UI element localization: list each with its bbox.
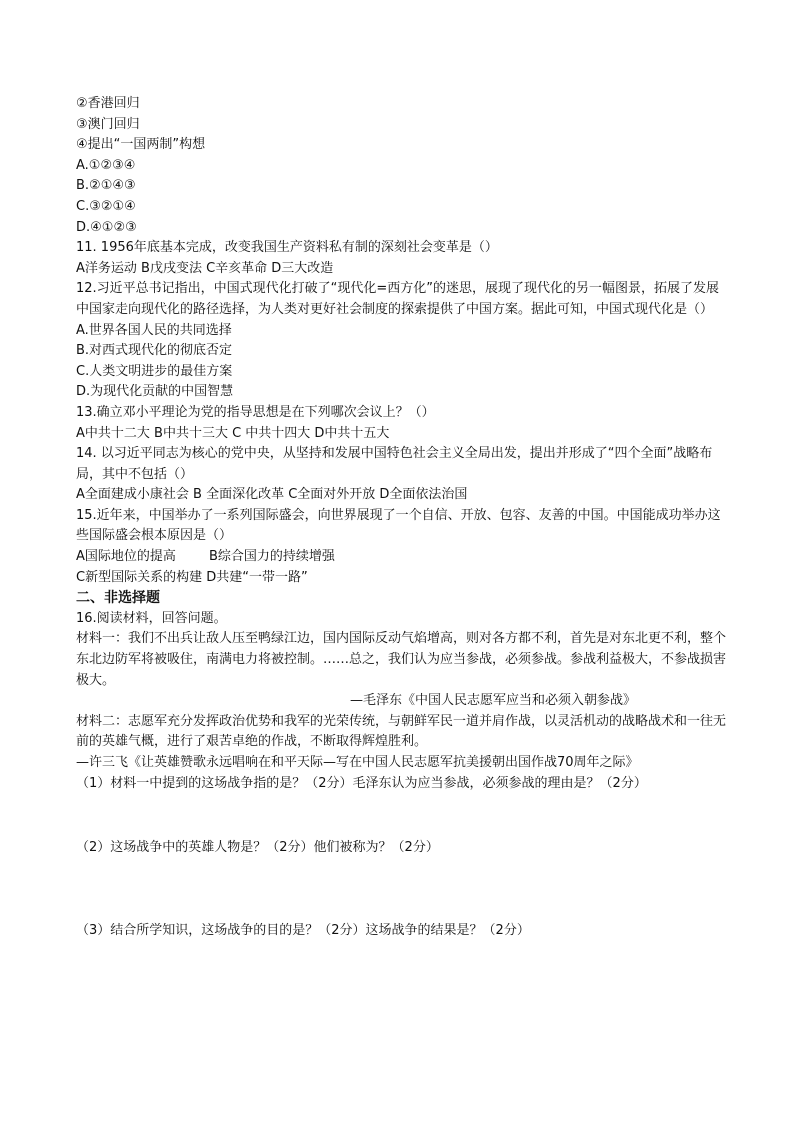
q16-material-2-source: —许三飞《让英雄赞歌永远唱响在和平天际—写在中国人民志愿军抗美援朝出国作战70周年之际》 bbox=[76, 755, 639, 770]
question-16 bbox=[76, 609, 726, 942]
q12-option-b: B.对西式现代化的彻底否定 bbox=[76, 343, 233, 359]
q10-item-3: ③澳门回归 bbox=[76, 116, 140, 132]
q14-stem: 14. 以习近平同志为核心的党中央，从坚持和发展中国特色社会主义全局出发，提出并形成了“四个全面”战略布局，其中不包括（） bbox=[76, 446, 713, 482]
answer-space-2 bbox=[76, 859, 726, 921]
q12-option-d: D.为现代化贡献的中国智慧 bbox=[76, 384, 234, 400]
section-title: 二、非选择题 bbox=[76, 590, 160, 607]
q13-stem: 13.确立邓小平理论为党的指导思想是在下列哪次会议上？（） bbox=[76, 404, 435, 420]
q15-stem: 15.近年来，中国举办了一系列国际盛会，向世界展现了一个自信、开放、包容、友善的中国。中国能成功举办这些国际盛会根本原因是（） bbox=[76, 507, 721, 544]
q11-stem: 11. 1956年底基本完成，改变我国生产资料私有制的深刻社会变革是（） bbox=[76, 240, 498, 256]
question-12 bbox=[76, 279, 726, 403]
q16-material-2: 材料二：志愿军充分发挥政治优势和我军的光荣传统，与朝鲜军民一道并肩作战，以灵活机动的战略战术和一往无前的英雄气概，进行了艰苦卓绝的作战，不断取得辉煌胜利。 bbox=[76, 713, 727, 750]
q10-option-c: C.③②①④ bbox=[76, 198, 136, 214]
q15-options-row-2: C新型国际关系的构建 D共建“一带一路” bbox=[76, 569, 308, 585]
question-15 bbox=[76, 506, 726, 588]
q16-subquestion-2: （2）这场战争中的英雄人物是？（2分）他们被称为？（2分） bbox=[76, 840, 439, 856]
q10-option-d: D.④①②③ bbox=[76, 219, 137, 235]
question-10-options bbox=[76, 94, 726, 238]
q15-options-row-1: A国际地位的提高 B综合国力的持续增强 bbox=[76, 549, 335, 565]
question-11 bbox=[76, 238, 726, 279]
q12-option-a: A.世界各国人民的共同选择 bbox=[76, 322, 232, 338]
q13-options: A中共十二大 B中共十三大 C 中共十四大 D中共十五大 bbox=[76, 425, 390, 441]
q16-subquestion-1: （1）材料一中提到的这场战争指的是？（2分）毛泽东认为应当参战，必须参战的理由是？（2分） bbox=[76, 775, 647, 791]
answer-space-1 bbox=[76, 794, 726, 838]
q14-options: A全面建成小康社会 B 全面深化改革 C全面对外开放 D全面依法治国 bbox=[76, 487, 468, 503]
question-13 bbox=[76, 403, 726, 444]
q12-stem: 12.习近平总书记指出，中国式现代化打破了“现代化=西方化”的迷思，展现了现代化的另一幅图景，拓展了发展中国家走向现代化的路径选择，为人类对更好社会制度的探索提供了中国方案。据此可知，中国式现代化是（） bbox=[76, 281, 720, 317]
q10-item-4: ④提出“一国两制”构想 bbox=[76, 137, 206, 153]
q12-option-c: C.人类文明进步的最佳方案 bbox=[76, 363, 233, 379]
question-14 bbox=[76, 444, 726, 506]
q16-material-1-source: —毛泽东《中国人民志愿军应当和必须入朝参战》 bbox=[349, 693, 636, 709]
q16-subquestion-3: （3）结合所学知识，这场战争的目的是？（2分）这场战争的结果是？（2分） bbox=[76, 922, 530, 938]
q10-option-b: B.②①④③ bbox=[76, 178, 136, 194]
q10-item-2: ②香港回归 bbox=[76, 96, 140, 111]
q11-options: A洋务运动 B戊戌变法 C辛亥革命 D三大改造 bbox=[76, 260, 334, 276]
q10-option-a: A.①②③④ bbox=[76, 157, 136, 173]
exam-content bbox=[76, 94, 726, 941]
q16-material-1: 材料一：我们不出兵让敌人压至鸭绿江边，国内国际反动气焰增高，则对各方都不利，首先是对东北更不利，整个东北边防军将被吸住，南满电力将被控制。……总之，我们认为应当参战，必须参战。参战利益极大，不参战损害极大。 bbox=[76, 631, 727, 688]
q16-stem: 16.阅读材料，回答问题。 bbox=[76, 610, 227, 626]
